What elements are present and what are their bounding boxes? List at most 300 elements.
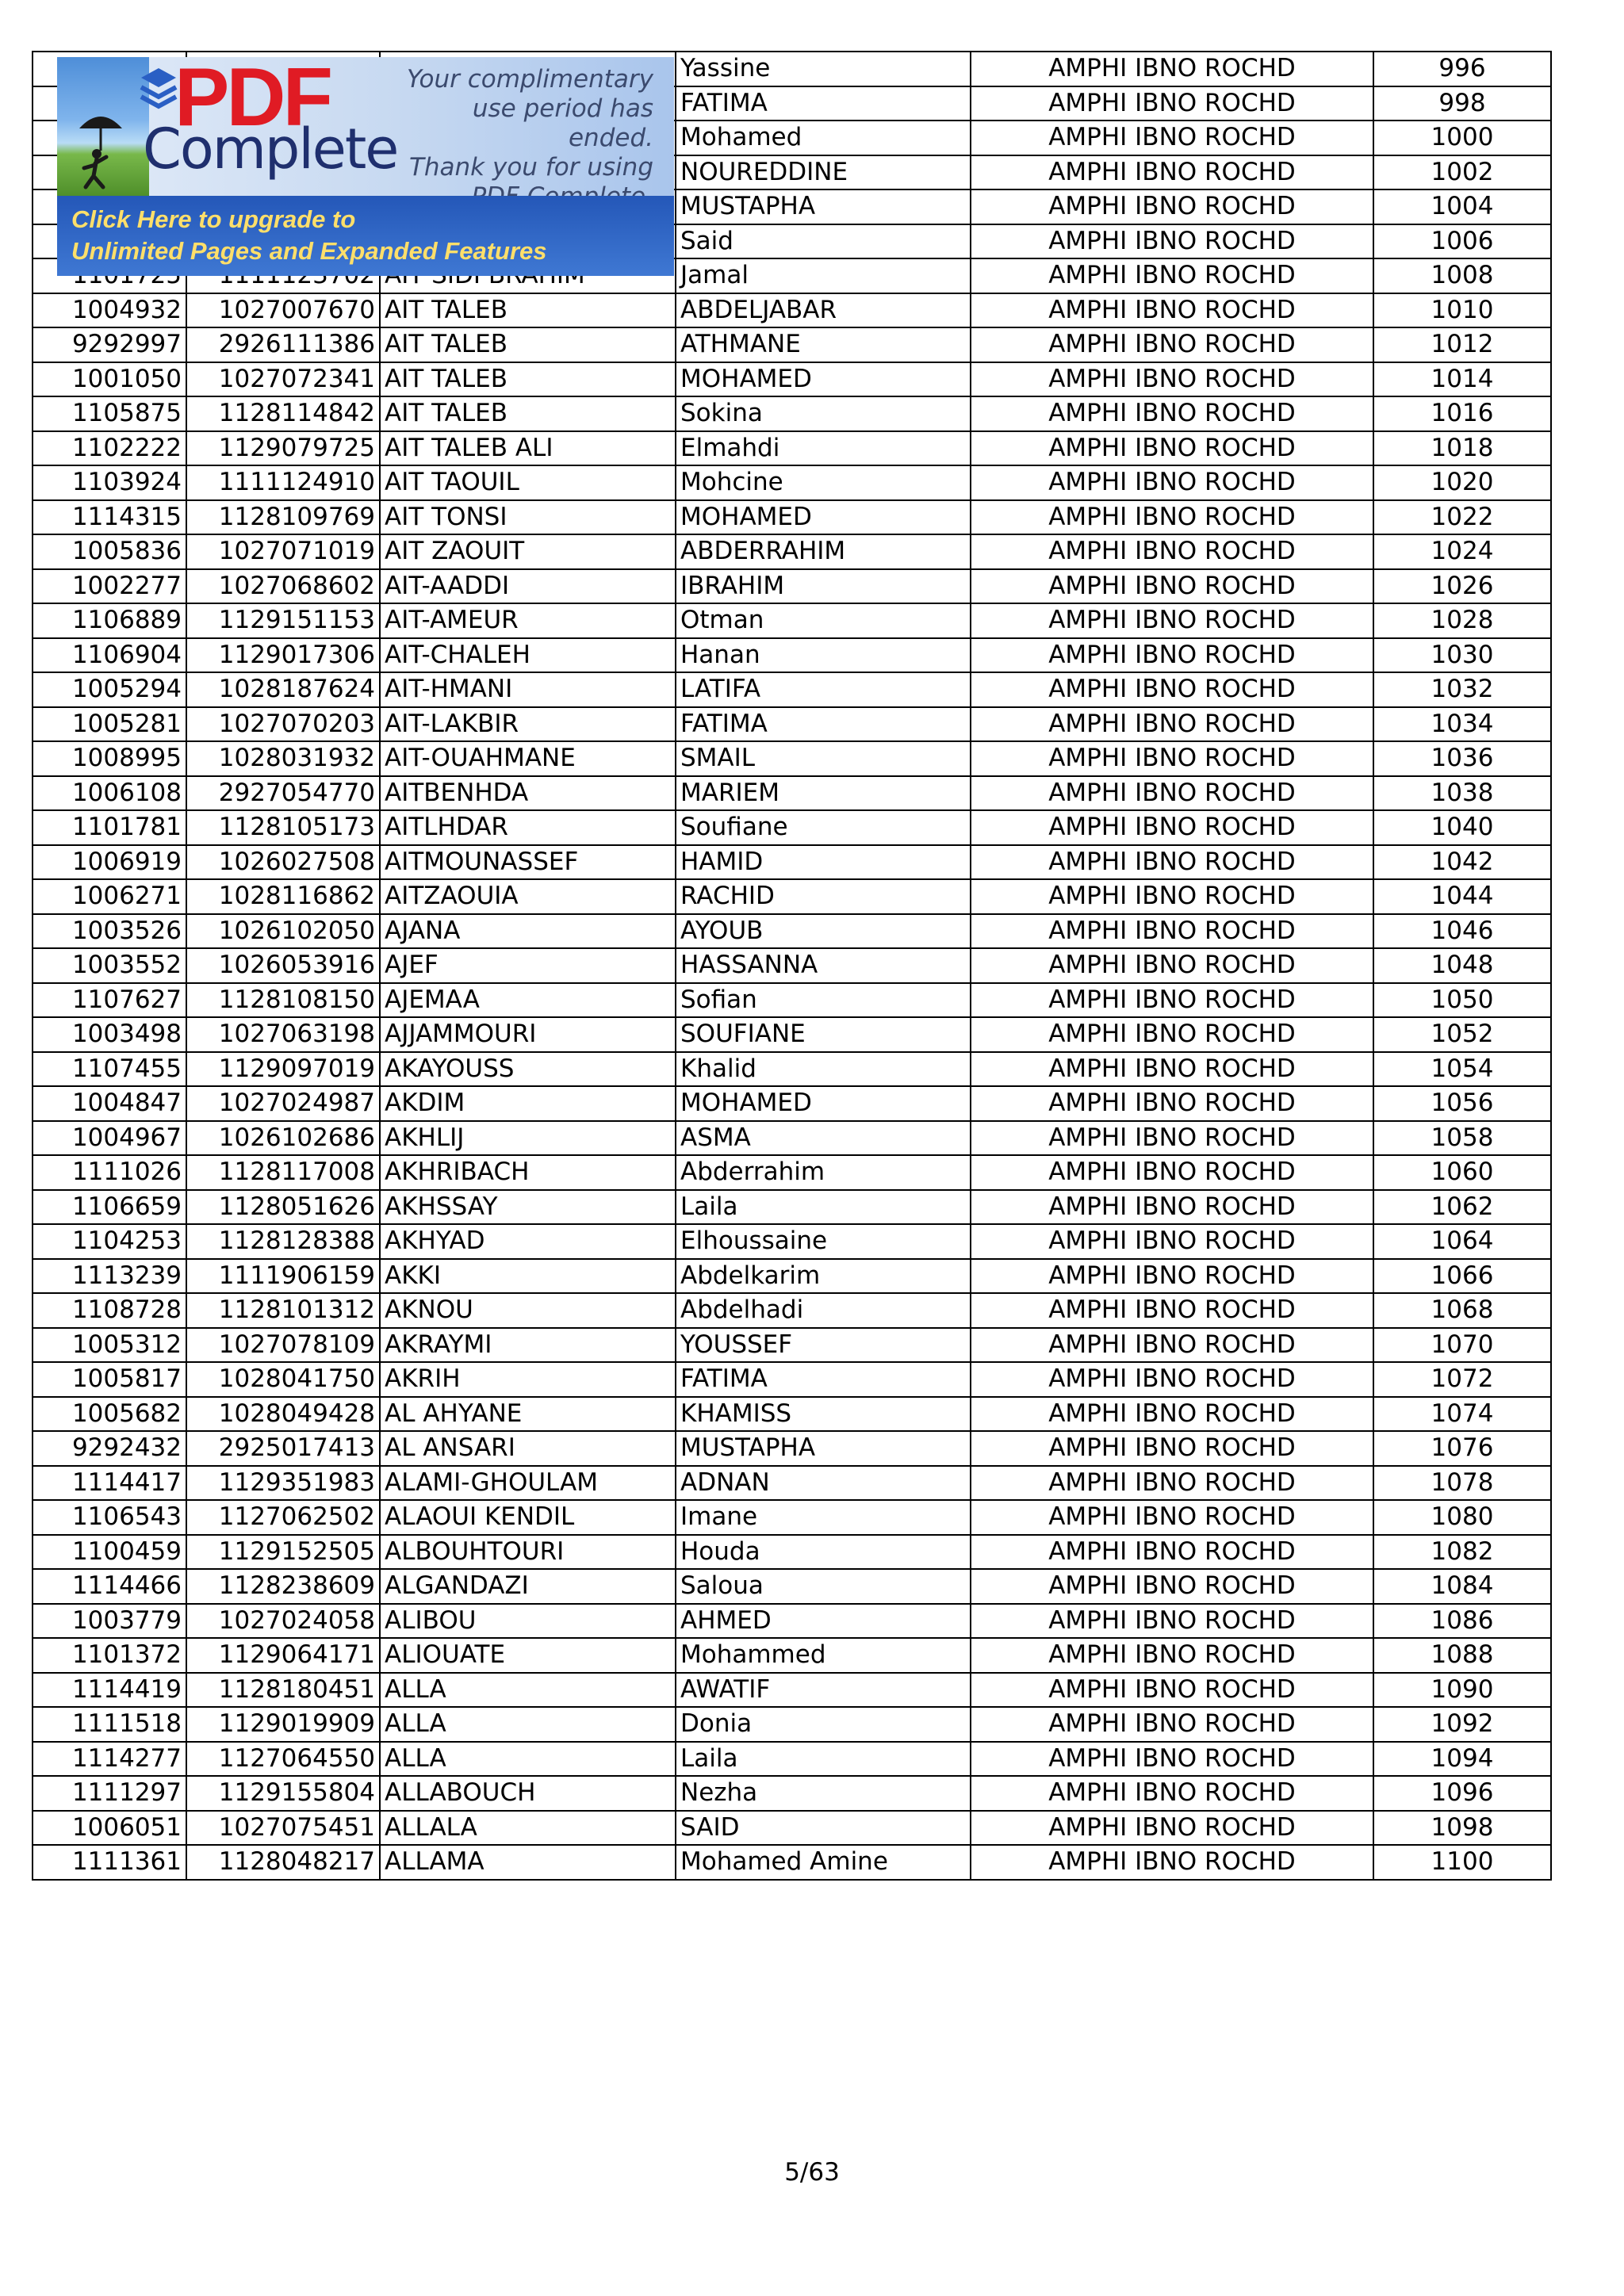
table-row xyxy=(33,500,1551,535)
exam-room-cell: AMPHI IBNO ROCHD xyxy=(971,52,1373,86)
last-name-cell: AIT TALEB xyxy=(380,396,676,431)
table-row xyxy=(33,431,1551,466)
first-name-cell: Laila xyxy=(676,1190,971,1225)
exam-room-cell: AMPHI IBNO ROCHD xyxy=(971,465,1373,500)
last-name-cell: AIT-HMANI xyxy=(380,672,676,707)
last-name-cell: ALIBOU xyxy=(380,1604,676,1639)
candidate-table-body xyxy=(33,52,1551,1880)
first-name-cell: FATIMA xyxy=(676,707,971,742)
exam-room-cell: AMPHI IBNO ROCHD xyxy=(971,1224,1373,1259)
table-row xyxy=(33,1190,1551,1225)
first-name-cell: Sokina xyxy=(676,396,971,431)
first-name-cell: LATIFA xyxy=(676,672,971,707)
seat-number-cell: 1008 xyxy=(1373,258,1551,293)
exam-room-cell: AMPHI IBNO ROCHD xyxy=(971,500,1373,535)
logo-product: Complete xyxy=(143,117,398,182)
student-id-cell: 1006051 xyxy=(33,1811,186,1846)
first-name-cell: Mohamed Amine xyxy=(676,1845,971,1880)
national-code-cell: 1127062502 xyxy=(186,1500,380,1535)
national-code-cell: 1111906159 xyxy=(186,1259,380,1294)
exam-room-cell: AMPHI IBNO ROCHD xyxy=(971,1776,1373,1811)
first-name-cell: Elhoussaine xyxy=(676,1224,971,1259)
exam-room-cell: AMPHI IBNO ROCHD xyxy=(971,224,1373,259)
seat-number-cell: 1046 xyxy=(1373,914,1551,949)
first-name-cell: HAMID xyxy=(676,845,971,880)
national-code-cell: 1127064550 xyxy=(186,1742,380,1777)
student-id-cell: 1106543 xyxy=(33,1500,186,1535)
page-number: 5/63 xyxy=(784,2158,840,2187)
exam-room-cell: AMPHI IBNO ROCHD xyxy=(971,1431,1373,1466)
first-name-cell: YOUSSEF xyxy=(676,1328,971,1363)
seat-number-cell: 1064 xyxy=(1373,1224,1551,1259)
last-name-cell: AIT-OUAHMANE xyxy=(380,741,676,776)
seat-number-cell: 1062 xyxy=(1373,1190,1551,1225)
first-name-cell: Laila xyxy=(676,1742,971,1777)
national-code-cell: 2927054770 xyxy=(186,776,380,811)
national-code-cell: 1028031932 xyxy=(186,741,380,776)
seat-number-cell: 1044 xyxy=(1373,879,1551,914)
student-id-cell: 1111518 xyxy=(33,1707,186,1742)
first-name-cell: Abdelhadi xyxy=(676,1293,971,1328)
table-row xyxy=(33,983,1551,1018)
last-name-cell: AIT ZAOUIT xyxy=(380,534,676,569)
student-id-cell: 1005281 xyxy=(33,707,186,742)
student-id-cell: 1114419 xyxy=(33,1673,186,1708)
exam-room-cell: AMPHI IBNO ROCHD xyxy=(971,603,1373,638)
exam-room-cell: AMPHI IBNO ROCHD xyxy=(971,1845,1373,1880)
seat-number-cell: 996 xyxy=(1373,52,1551,86)
seat-number-cell: 1070 xyxy=(1373,1328,1551,1363)
national-code-cell: 1027072341 xyxy=(186,362,380,397)
national-code-cell: 1027071019 xyxy=(186,534,380,569)
seat-number-cell: 1048 xyxy=(1373,948,1551,983)
national-code-cell: 1128105173 xyxy=(186,810,380,845)
seat-number-cell: 1040 xyxy=(1373,810,1551,845)
pdf-complete-upgrade-banner[interactable] xyxy=(57,57,674,276)
national-code-cell: 1111124910 xyxy=(186,465,380,500)
table-row xyxy=(33,845,1551,880)
table-row xyxy=(33,741,1551,776)
first-name-cell: IBRAHIM xyxy=(676,569,971,604)
national-code-cell: 1129064171 xyxy=(186,1638,380,1673)
seat-number-cell: 1022 xyxy=(1373,500,1551,535)
exam-room-cell: AMPHI IBNO ROCHD xyxy=(971,879,1373,914)
first-name-cell: MOHAMED xyxy=(676,500,971,535)
exam-room-cell: AMPHI IBNO ROCHD xyxy=(971,707,1373,742)
table-row xyxy=(33,1811,1551,1846)
student-id-cell: 1114277 xyxy=(33,1742,186,1777)
last-name-cell: AITMOUNASSEF xyxy=(380,845,676,880)
first-name-cell: HASSANNA xyxy=(676,948,971,983)
student-id-cell: 1102222 xyxy=(33,431,186,466)
table-row xyxy=(33,465,1551,500)
seat-number-cell: 1098 xyxy=(1373,1811,1551,1846)
seat-number-cell: 1082 xyxy=(1373,1535,1551,1570)
table-row xyxy=(33,1604,1551,1639)
last-name-cell: AIT-LAKBIR xyxy=(380,707,676,742)
student-id-cell: 1003526 xyxy=(33,914,186,949)
student-id-cell: 1005294 xyxy=(33,672,186,707)
table-row xyxy=(33,879,1551,914)
seat-number-cell: 1026 xyxy=(1373,569,1551,604)
seat-number-cell: 1054 xyxy=(1373,1052,1551,1087)
first-name-cell: FATIMA xyxy=(676,1362,971,1397)
seat-number-cell: 1038 xyxy=(1373,776,1551,811)
last-name-cell: AKHLIJ xyxy=(380,1121,676,1156)
exam-room-cell: AMPHI IBNO ROCHD xyxy=(971,1017,1373,1052)
student-id-cell: 1003498 xyxy=(33,1017,186,1052)
student-id-cell: 1004847 xyxy=(33,1086,186,1121)
national-code-cell: 1027070203 xyxy=(186,707,380,742)
national-code-cell: 1027078109 xyxy=(186,1328,380,1363)
first-name-cell: SMAIL xyxy=(676,741,971,776)
exam-room-cell: AMPHI IBNO ROCHD xyxy=(971,1121,1373,1156)
last-name-cell: AIT-CHALEH xyxy=(380,638,676,673)
last-name-cell: AITLHDAR xyxy=(380,810,676,845)
table-row xyxy=(33,1121,1551,1156)
last-name-cell: AIT TALEB xyxy=(380,327,676,362)
table-row xyxy=(33,1362,1551,1397)
first-name-cell: Mohamed xyxy=(676,121,971,155)
first-name-cell: Elmahdi xyxy=(676,431,971,466)
seat-number-cell: 1094 xyxy=(1373,1742,1551,1777)
exam-room-cell: AMPHI IBNO ROCHD xyxy=(971,776,1373,811)
exam-room-cell: AMPHI IBNO ROCHD xyxy=(971,1673,1373,1708)
first-name-cell: ATHMANE xyxy=(676,327,971,362)
seat-number-cell: 1020 xyxy=(1373,465,1551,500)
exam-room-cell: AMPHI IBNO ROCHD xyxy=(971,983,1373,1018)
student-id-cell: 1004932 xyxy=(33,293,186,328)
seat-number-cell: 1012 xyxy=(1373,327,1551,362)
student-id-cell: 1006108 xyxy=(33,776,186,811)
exam-room-cell: AMPHI IBNO ROCHD xyxy=(971,914,1373,949)
exam-room-cell: AMPHI IBNO ROCHD xyxy=(971,948,1373,983)
national-code-cell: 1026027508 xyxy=(186,845,380,880)
table-row xyxy=(33,1638,1551,1673)
first-name-cell: Donia xyxy=(676,1707,971,1742)
student-id-cell: 1003779 xyxy=(33,1604,186,1639)
exam-room-cell: AMPHI IBNO ROCHD xyxy=(971,672,1373,707)
table-row xyxy=(33,1845,1551,1880)
table-row xyxy=(33,1535,1551,1570)
exam-room-cell: AMPHI IBNO ROCHD xyxy=(971,1569,1373,1604)
first-name-cell: MUSTAPHA xyxy=(676,189,971,224)
national-code-cell: 1129152505 xyxy=(186,1535,380,1570)
first-name-cell: ASMA xyxy=(676,1121,971,1156)
student-id-cell: 1107627 xyxy=(33,983,186,1018)
table-row xyxy=(33,327,1551,362)
last-name-cell: AKDIM xyxy=(380,1086,676,1121)
seat-number-cell: 1030 xyxy=(1373,638,1551,673)
table-row xyxy=(33,1052,1551,1087)
seat-number-cell: 1068 xyxy=(1373,1293,1551,1328)
seat-number-cell: 1100 xyxy=(1373,1845,1551,1880)
seat-number-cell: 1058 xyxy=(1373,1121,1551,1156)
last-name-cell: ALAMI-GHOULAM xyxy=(380,1466,676,1501)
first-name-cell: SOUFIANE xyxy=(676,1017,971,1052)
first-name-cell: Mohammed xyxy=(676,1638,971,1673)
national-code-cell: 1129079725 xyxy=(186,431,380,466)
student-id-cell: 1005682 xyxy=(33,1397,186,1432)
last-name-cell: ALLALA xyxy=(380,1811,676,1846)
table-row xyxy=(33,810,1551,845)
table-row xyxy=(33,1017,1551,1052)
first-name-cell: AWATIF xyxy=(676,1673,971,1708)
seat-number-cell: 1086 xyxy=(1373,1604,1551,1639)
last-name-cell: AIT-AADDI xyxy=(380,569,676,604)
table-row xyxy=(33,534,1551,569)
student-id-cell: 1005312 xyxy=(33,1328,186,1363)
exam-room-cell: AMPHI IBNO ROCHD xyxy=(971,1466,1373,1501)
seat-number-cell: 1036 xyxy=(1373,741,1551,776)
table-row xyxy=(33,776,1551,811)
exam-room-cell: AMPHI IBNO ROCHD xyxy=(971,121,1373,155)
student-id-cell: 9292997 xyxy=(33,327,186,362)
table-row xyxy=(33,1431,1551,1466)
exam-room-cell: AMPHI IBNO ROCHD xyxy=(971,810,1373,845)
table-row xyxy=(33,1673,1551,1708)
first-name-cell: Hanan xyxy=(676,638,971,673)
last-name-cell: ALLA xyxy=(380,1673,676,1708)
student-id-cell: 1103924 xyxy=(33,465,186,500)
national-code-cell: 1028187624 xyxy=(186,672,380,707)
first-name-cell: ABDELJABAR xyxy=(676,293,971,328)
first-name-cell: AYOUB xyxy=(676,914,971,949)
table-row xyxy=(33,1776,1551,1811)
seat-number-cell: 1024 xyxy=(1373,534,1551,569)
last-name-cell: AJJAMMOURI xyxy=(380,1017,676,1052)
first-name-cell: Saloua xyxy=(676,1569,971,1604)
umbrella-figure-icon xyxy=(73,105,128,192)
candidate-table xyxy=(32,51,1552,1881)
national-code-cell: 1026102686 xyxy=(186,1121,380,1156)
last-name-cell: AJANA xyxy=(380,914,676,949)
seat-number-cell: 1050 xyxy=(1373,983,1551,1018)
table-row xyxy=(33,1328,1551,1363)
seat-number-cell: 1000 xyxy=(1373,121,1551,155)
last-name-cell: AKHSSAY xyxy=(380,1190,676,1225)
table-row xyxy=(33,948,1551,983)
student-id-cell: 1005836 xyxy=(33,534,186,569)
student-id-cell: 1111361 xyxy=(33,1845,186,1880)
exam-room-cell: AMPHI IBNO ROCHD xyxy=(971,396,1373,431)
seat-number-cell: 1088 xyxy=(1373,1638,1551,1673)
exam-room-cell: AMPHI IBNO ROCHD xyxy=(971,1086,1373,1121)
first-name-cell: Sofian xyxy=(676,983,971,1018)
table-row xyxy=(33,293,1551,328)
student-id-cell: 1006271 xyxy=(33,879,186,914)
table-row xyxy=(33,362,1551,397)
national-code-cell: 1128101312 xyxy=(186,1293,380,1328)
last-name-cell: AL ANSARI xyxy=(380,1431,676,1466)
national-code-cell: 1128109769 xyxy=(186,500,380,535)
exam-room-cell: AMPHI IBNO ROCHD xyxy=(971,569,1373,604)
student-id-cell: 1107455 xyxy=(33,1052,186,1087)
exam-room-cell: AMPHI IBNO ROCHD xyxy=(971,327,1373,362)
last-name-cell: AKRIH xyxy=(380,1362,676,1397)
national-code-cell: 1027068602 xyxy=(186,569,380,604)
table-row xyxy=(33,707,1551,742)
first-name-cell: Yassine xyxy=(676,52,971,86)
first-name-cell: MOHAMED xyxy=(676,362,971,397)
first-name-cell: Soufiane xyxy=(676,810,971,845)
national-code-cell: 1128114842 xyxy=(186,396,380,431)
national-code-cell: 1128238609 xyxy=(186,1569,380,1604)
exam-room-cell: AMPHI IBNO ROCHD xyxy=(971,1500,1373,1535)
last-name-cell: ALLA xyxy=(380,1742,676,1777)
national-code-cell: 1028116862 xyxy=(186,879,380,914)
seat-number-cell: 1096 xyxy=(1373,1776,1551,1811)
exam-room-cell: AMPHI IBNO ROCHD xyxy=(971,293,1373,328)
table-row xyxy=(33,603,1551,638)
exam-room-cell: AMPHI IBNO ROCHD xyxy=(971,1811,1373,1846)
seat-number-cell: 1090 xyxy=(1373,1673,1551,1708)
first-name-cell: RACHID xyxy=(676,879,971,914)
student-id-cell: 1001050 xyxy=(33,362,186,397)
seat-number-cell: 1034 xyxy=(1373,707,1551,742)
exam-room-cell: AMPHI IBNO ROCHD xyxy=(971,1604,1373,1639)
national-code-cell: 2926111386 xyxy=(186,327,380,362)
national-code-cell: 1026102050 xyxy=(186,914,380,949)
student-id-cell: 1005817 xyxy=(33,1362,186,1397)
last-name-cell: AIT TONSI xyxy=(380,500,676,535)
last-name-cell: ALLABOUCH xyxy=(380,1776,676,1811)
exam-room-cell: AMPHI IBNO ROCHD xyxy=(971,155,1373,190)
first-name-cell: SAID xyxy=(676,1811,971,1846)
upgrade-link-line[interactable]: Unlimited Pages and Expanded Features xyxy=(71,237,547,265)
last-name-cell: AKNOU xyxy=(380,1293,676,1328)
first-name-cell: ADNAN xyxy=(676,1466,971,1501)
first-name-cell: Abdelkarim xyxy=(676,1259,971,1294)
national-code-cell: 2925017413 xyxy=(186,1431,380,1466)
table-row xyxy=(33,1500,1551,1535)
last-name-cell: AKRAYMI xyxy=(380,1328,676,1363)
seat-number-cell: 1078 xyxy=(1373,1466,1551,1501)
seat-number-cell: 1072 xyxy=(1373,1362,1551,1397)
last-name-cell: AIT TAOUIL xyxy=(380,465,676,500)
first-name-cell: FATIMA xyxy=(676,86,971,121)
table-row xyxy=(33,1224,1551,1259)
exam-room-cell: AMPHI IBNO ROCHD xyxy=(971,431,1373,466)
national-code-cell: 1128128388 xyxy=(186,1224,380,1259)
table-row xyxy=(33,914,1551,949)
exam-room-cell: AMPHI IBNO ROCHD xyxy=(971,1742,1373,1777)
last-name-cell: AIT TALEB ALI xyxy=(380,431,676,466)
umbrella-figure-photo xyxy=(57,57,149,196)
national-code-cell: 1128180451 xyxy=(186,1673,380,1708)
exam-room-cell: AMPHI IBNO ROCHD xyxy=(971,1190,1373,1225)
first-name-cell: MUSTAPHA xyxy=(676,1431,971,1466)
exam-room-cell: AMPHI IBNO ROCHD xyxy=(971,86,1373,121)
seat-number-cell: 1060 xyxy=(1373,1155,1551,1190)
exam-room-cell: AMPHI IBNO ROCHD xyxy=(971,534,1373,569)
exam-room-cell: AMPHI IBNO ROCHD xyxy=(971,1259,1373,1294)
last-name-cell: AITZAOUIA xyxy=(380,879,676,914)
last-name-cell: AKHRIBACH xyxy=(380,1155,676,1190)
last-name-cell: AIT-AMEUR xyxy=(380,603,676,638)
first-name-cell: MARIEM xyxy=(676,776,971,811)
seat-number-cell: 1010 xyxy=(1373,293,1551,328)
last-name-cell: AL AHYANE xyxy=(380,1397,676,1432)
seat-number-cell: 1042 xyxy=(1373,845,1551,880)
trial-message-line: Thank you for using xyxy=(408,153,653,182)
last-name-cell: AKAYOUSS xyxy=(380,1052,676,1087)
seat-number-cell: 1032 xyxy=(1373,672,1551,707)
seat-number-cell: 1066 xyxy=(1373,1259,1551,1294)
exam-room-cell: AMPHI IBNO ROCHD xyxy=(971,362,1373,397)
student-id-cell: 1108728 xyxy=(33,1293,186,1328)
first-name-cell: MOHAMED xyxy=(676,1086,971,1121)
last-name-cell: ALLAMA xyxy=(380,1845,676,1880)
first-name-cell: Otman xyxy=(676,603,971,638)
national-code-cell: 1028049428 xyxy=(186,1397,380,1432)
student-id-cell: 1106889 xyxy=(33,603,186,638)
national-code-cell: 1128108150 xyxy=(186,983,380,1018)
national-code-cell: 1027024987 xyxy=(186,1086,380,1121)
trial-message-line: Your complimentary xyxy=(406,65,653,94)
first-name-cell: Mohcine xyxy=(676,465,971,500)
last-name-cell: ALIOUATE xyxy=(380,1638,676,1673)
exam-room-cell: AMPHI IBNO ROCHD xyxy=(971,1362,1373,1397)
student-id-cell: 1101372 xyxy=(33,1638,186,1673)
table-row xyxy=(33,1155,1551,1190)
seat-number-cell: 1014 xyxy=(1373,362,1551,397)
national-code-cell: 1129019909 xyxy=(186,1707,380,1742)
seat-number-cell: 1076 xyxy=(1373,1431,1551,1466)
table-row xyxy=(33,1742,1551,1777)
seat-number-cell: 998 xyxy=(1373,86,1551,121)
seat-number-cell: 1052 xyxy=(1373,1017,1551,1052)
table-row xyxy=(33,1086,1551,1121)
exam-room-cell: AMPHI IBNO ROCHD xyxy=(971,845,1373,880)
exam-room-cell: AMPHI IBNO ROCHD xyxy=(971,741,1373,776)
exam-room-cell: AMPHI IBNO ROCHD xyxy=(971,1397,1373,1432)
first-name-cell: ABDERRAHIM xyxy=(676,534,971,569)
national-code-cell: 1128048217 xyxy=(186,1845,380,1880)
exam-room-cell: AMPHI IBNO ROCHD xyxy=(971,1328,1373,1363)
last-name-cell: ALLA xyxy=(380,1707,676,1742)
national-code-cell: 1129097019 xyxy=(186,1052,380,1087)
student-id-cell: 9292432 xyxy=(33,1431,186,1466)
table-row xyxy=(33,672,1551,707)
national-code-cell: 1129151153 xyxy=(186,603,380,638)
seat-number-cell: 1004 xyxy=(1373,189,1551,224)
first-name-cell: Houda xyxy=(676,1535,971,1570)
exam-room-cell: AMPHI IBNO ROCHD xyxy=(971,1155,1373,1190)
national-code-cell: 1027063198 xyxy=(186,1017,380,1052)
national-code-cell: 1027007670 xyxy=(186,293,380,328)
student-id-cell: 1111297 xyxy=(33,1776,186,1811)
first-name-cell: Khalid xyxy=(676,1052,971,1087)
first-name-cell: Jamal xyxy=(676,258,971,293)
trial-ended-message xyxy=(384,65,653,212)
upgrade-link[interactable] xyxy=(57,196,674,276)
national-code-cell: 1028041750 xyxy=(186,1362,380,1397)
national-code-cell: 1027024058 xyxy=(186,1604,380,1639)
student-id-cell: 1106659 xyxy=(33,1190,186,1225)
seat-number-cell: 1080 xyxy=(1373,1500,1551,1535)
student-id-cell: 1111026 xyxy=(33,1155,186,1190)
trial-message-line: use period has ended. xyxy=(472,94,653,152)
student-id-cell: 1002277 xyxy=(33,569,186,604)
seat-number-cell: 1016 xyxy=(1373,396,1551,431)
seat-number-cell: 1084 xyxy=(1373,1569,1551,1604)
last-name-cell: AIT TALEB xyxy=(380,293,676,328)
table-row xyxy=(33,1293,1551,1328)
upgrade-link-line[interactable]: Click Here to upgrade to xyxy=(71,205,356,233)
student-id-cell: 1100459 xyxy=(33,1535,186,1570)
first-name-cell: Nezha xyxy=(676,1776,971,1811)
